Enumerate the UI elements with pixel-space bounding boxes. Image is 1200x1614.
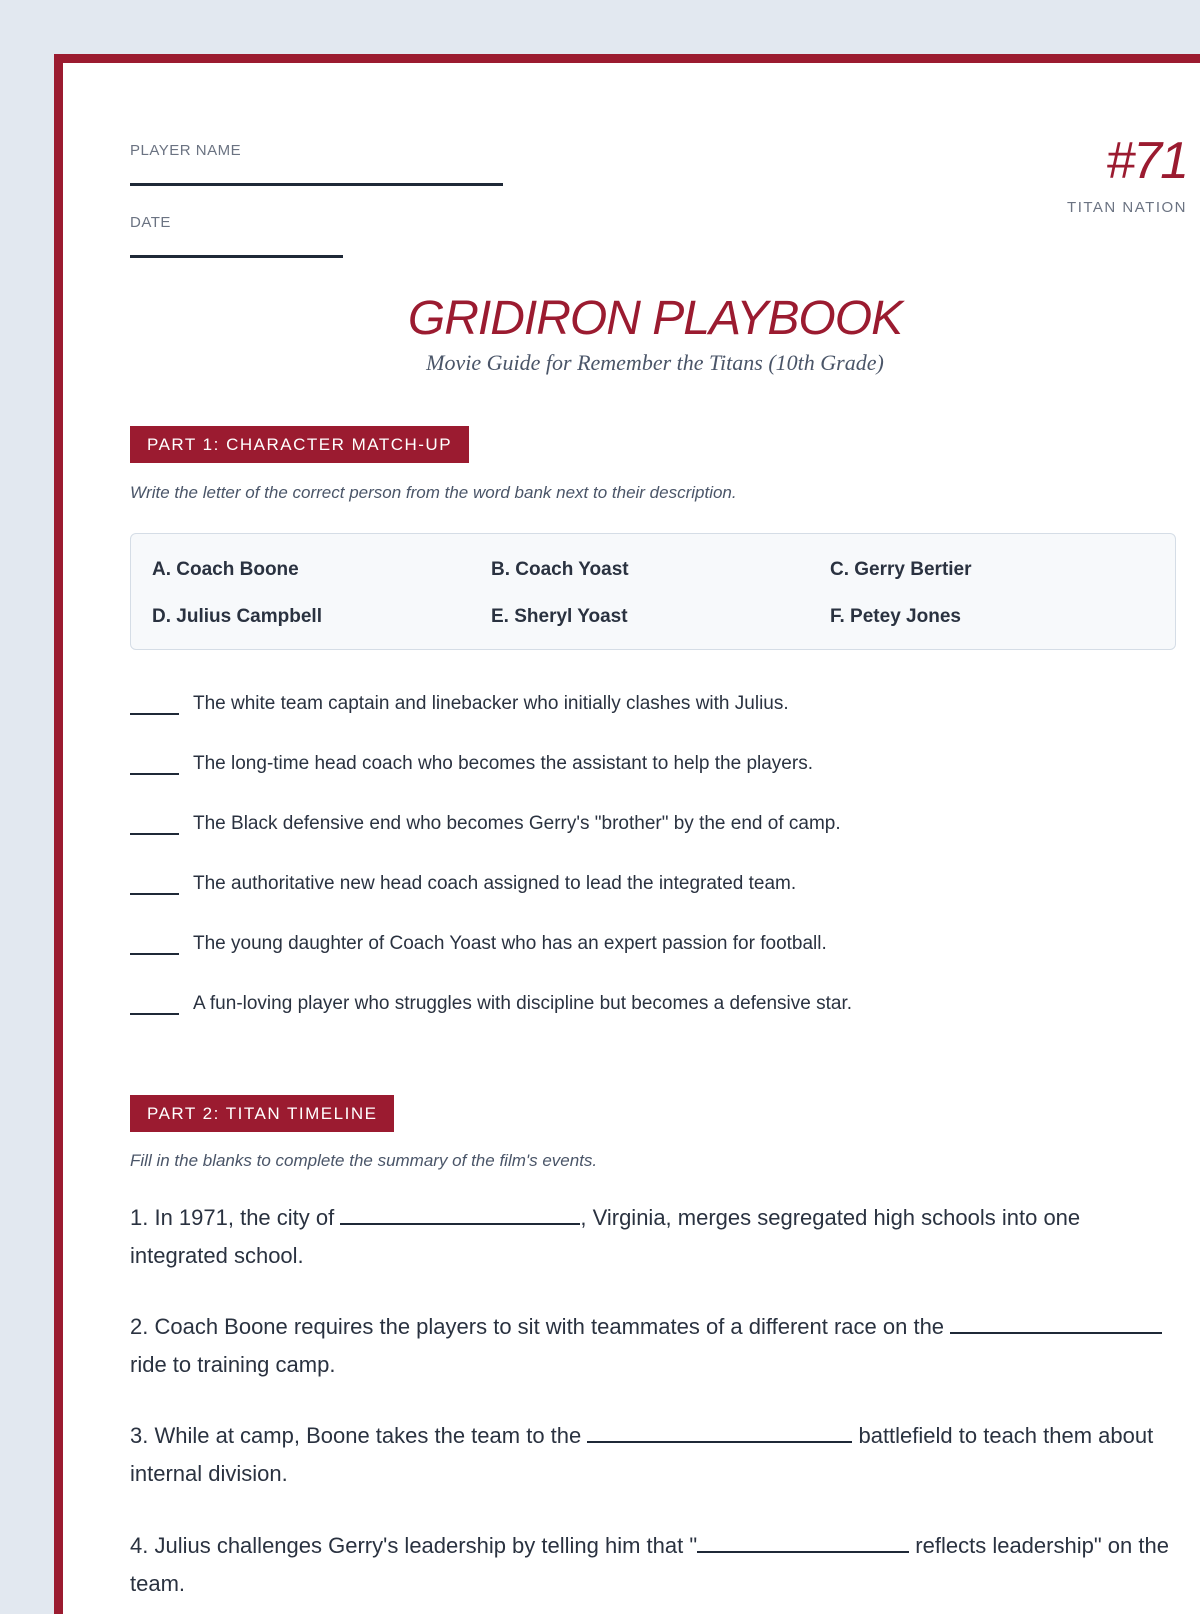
word-bank-item: D. Julius Campbell <box>152 606 322 627</box>
player-name-field[interactable] <box>130 183 503 186</box>
fill-blank[interactable] <box>587 1421 852 1443</box>
page-subtitle: Movie Guide for Remember the Titans (10th Grade) <box>426 350 884 375</box>
match-description: The authoritative new head coach assigned to lead the integrated team. <box>193 873 797 894</box>
answer-blank[interactable] <box>130 893 179 895</box>
match-description: The long-time head coach who becomes the assistant to help the players. <box>193 753 813 774</box>
answer-blank[interactable] <box>130 713 179 715</box>
match-description: The young daughter of Coach Yoast who has an expert passion for football. <box>193 933 827 954</box>
fill-blank[interactable] <box>697 1531 909 1553</box>
summary-text-after: reflects leadership" on the team. <box>130 1533 1169 1596</box>
summary-text-before: 2. Coach Boone requires the players to sit with teammates of a different race on the <box>130 1314 951 1339</box>
jersey-number: #71 <box>1106 132 1187 190</box>
fill-blank[interactable] <box>950 1312 1162 1334</box>
date-label: DATE <box>130 214 171 231</box>
summary-item <box>130 1199 1170 1275</box>
summary-text-after: , Virginia, merges segregated high schools into one integrated school. <box>130 1205 1081 1268</box>
match-item <box>130 925 1180 965</box>
answer-blank[interactable] <box>130 833 179 835</box>
word-bank-item: E. Sheryl Yoast <box>491 606 628 627</box>
part1-instruction: Write the letter of the correct person from the word bank next to their description. <box>130 483 737 502</box>
player-name-label: PLAYER NAME <box>130 142 242 159</box>
summary-item <box>130 1527 1170 1603</box>
answer-blank[interactable] <box>130 953 179 955</box>
summary-item <box>130 1417 1170 1493</box>
answer-blank[interactable] <box>130 1013 179 1015</box>
date-field[interactable] <box>130 255 343 258</box>
part1-heading: PART 1: CHARACTER MATCH-UP <box>130 426 469 463</box>
word-bank-item: A. Coach Boone <box>152 559 299 580</box>
fill-blank[interactable] <box>340 1203 580 1225</box>
summary-text-before: 4. Julius challenges Gerry's leadership by telling him that " <box>130 1533 698 1558</box>
jersey-caption: TITAN NATION <box>1067 199 1187 216</box>
word-bank <box>130 533 1176 650</box>
word-bank-item: C. Gerry Bertier <box>830 559 972 580</box>
match-description: The white team captain and linebacker who initially clashes with Julius. <box>193 693 789 714</box>
part2-instruction: Fill in the blanks to complete the summary of the film's events. <box>130 1151 598 1170</box>
summary-text-before: 1. In 1971, the city of <box>130 1205 341 1230</box>
summary-text-after: ride to training camp. <box>130 1352 336 1377</box>
match-item <box>130 685 1180 725</box>
match-item <box>130 865 1180 905</box>
page-title: GRIDIRON PLAYBOOK <box>407 292 903 345</box>
answer-blank[interactable] <box>130 773 179 775</box>
summary-text-after: battlefield to teach them about internal division. <box>130 1423 1154 1486</box>
match-description: The Black defensive end who becomes Gerry's "brother" by the end of camp. <box>193 813 841 834</box>
word-bank-item: B. Coach Yoast <box>491 559 629 580</box>
word-bank-item: F. Petey Jones <box>830 606 961 627</box>
match-item <box>130 745 1180 785</box>
match-description: A fun-loving player who struggles with discipline but becomes a defensive star. <box>193 993 853 1014</box>
match-item <box>130 985 1180 1025</box>
worksheet-page <box>54 54 1200 1614</box>
summary-item <box>130 1308 1170 1384</box>
jersey-badge <box>1067 132 1187 216</box>
match-item <box>130 805 1180 845</box>
part2-heading: PART 2: TITAN TIMELINE <box>130 1095 394 1132</box>
summary-text-before: 3. While at camp, Boone takes the team to the <box>130 1423 588 1448</box>
